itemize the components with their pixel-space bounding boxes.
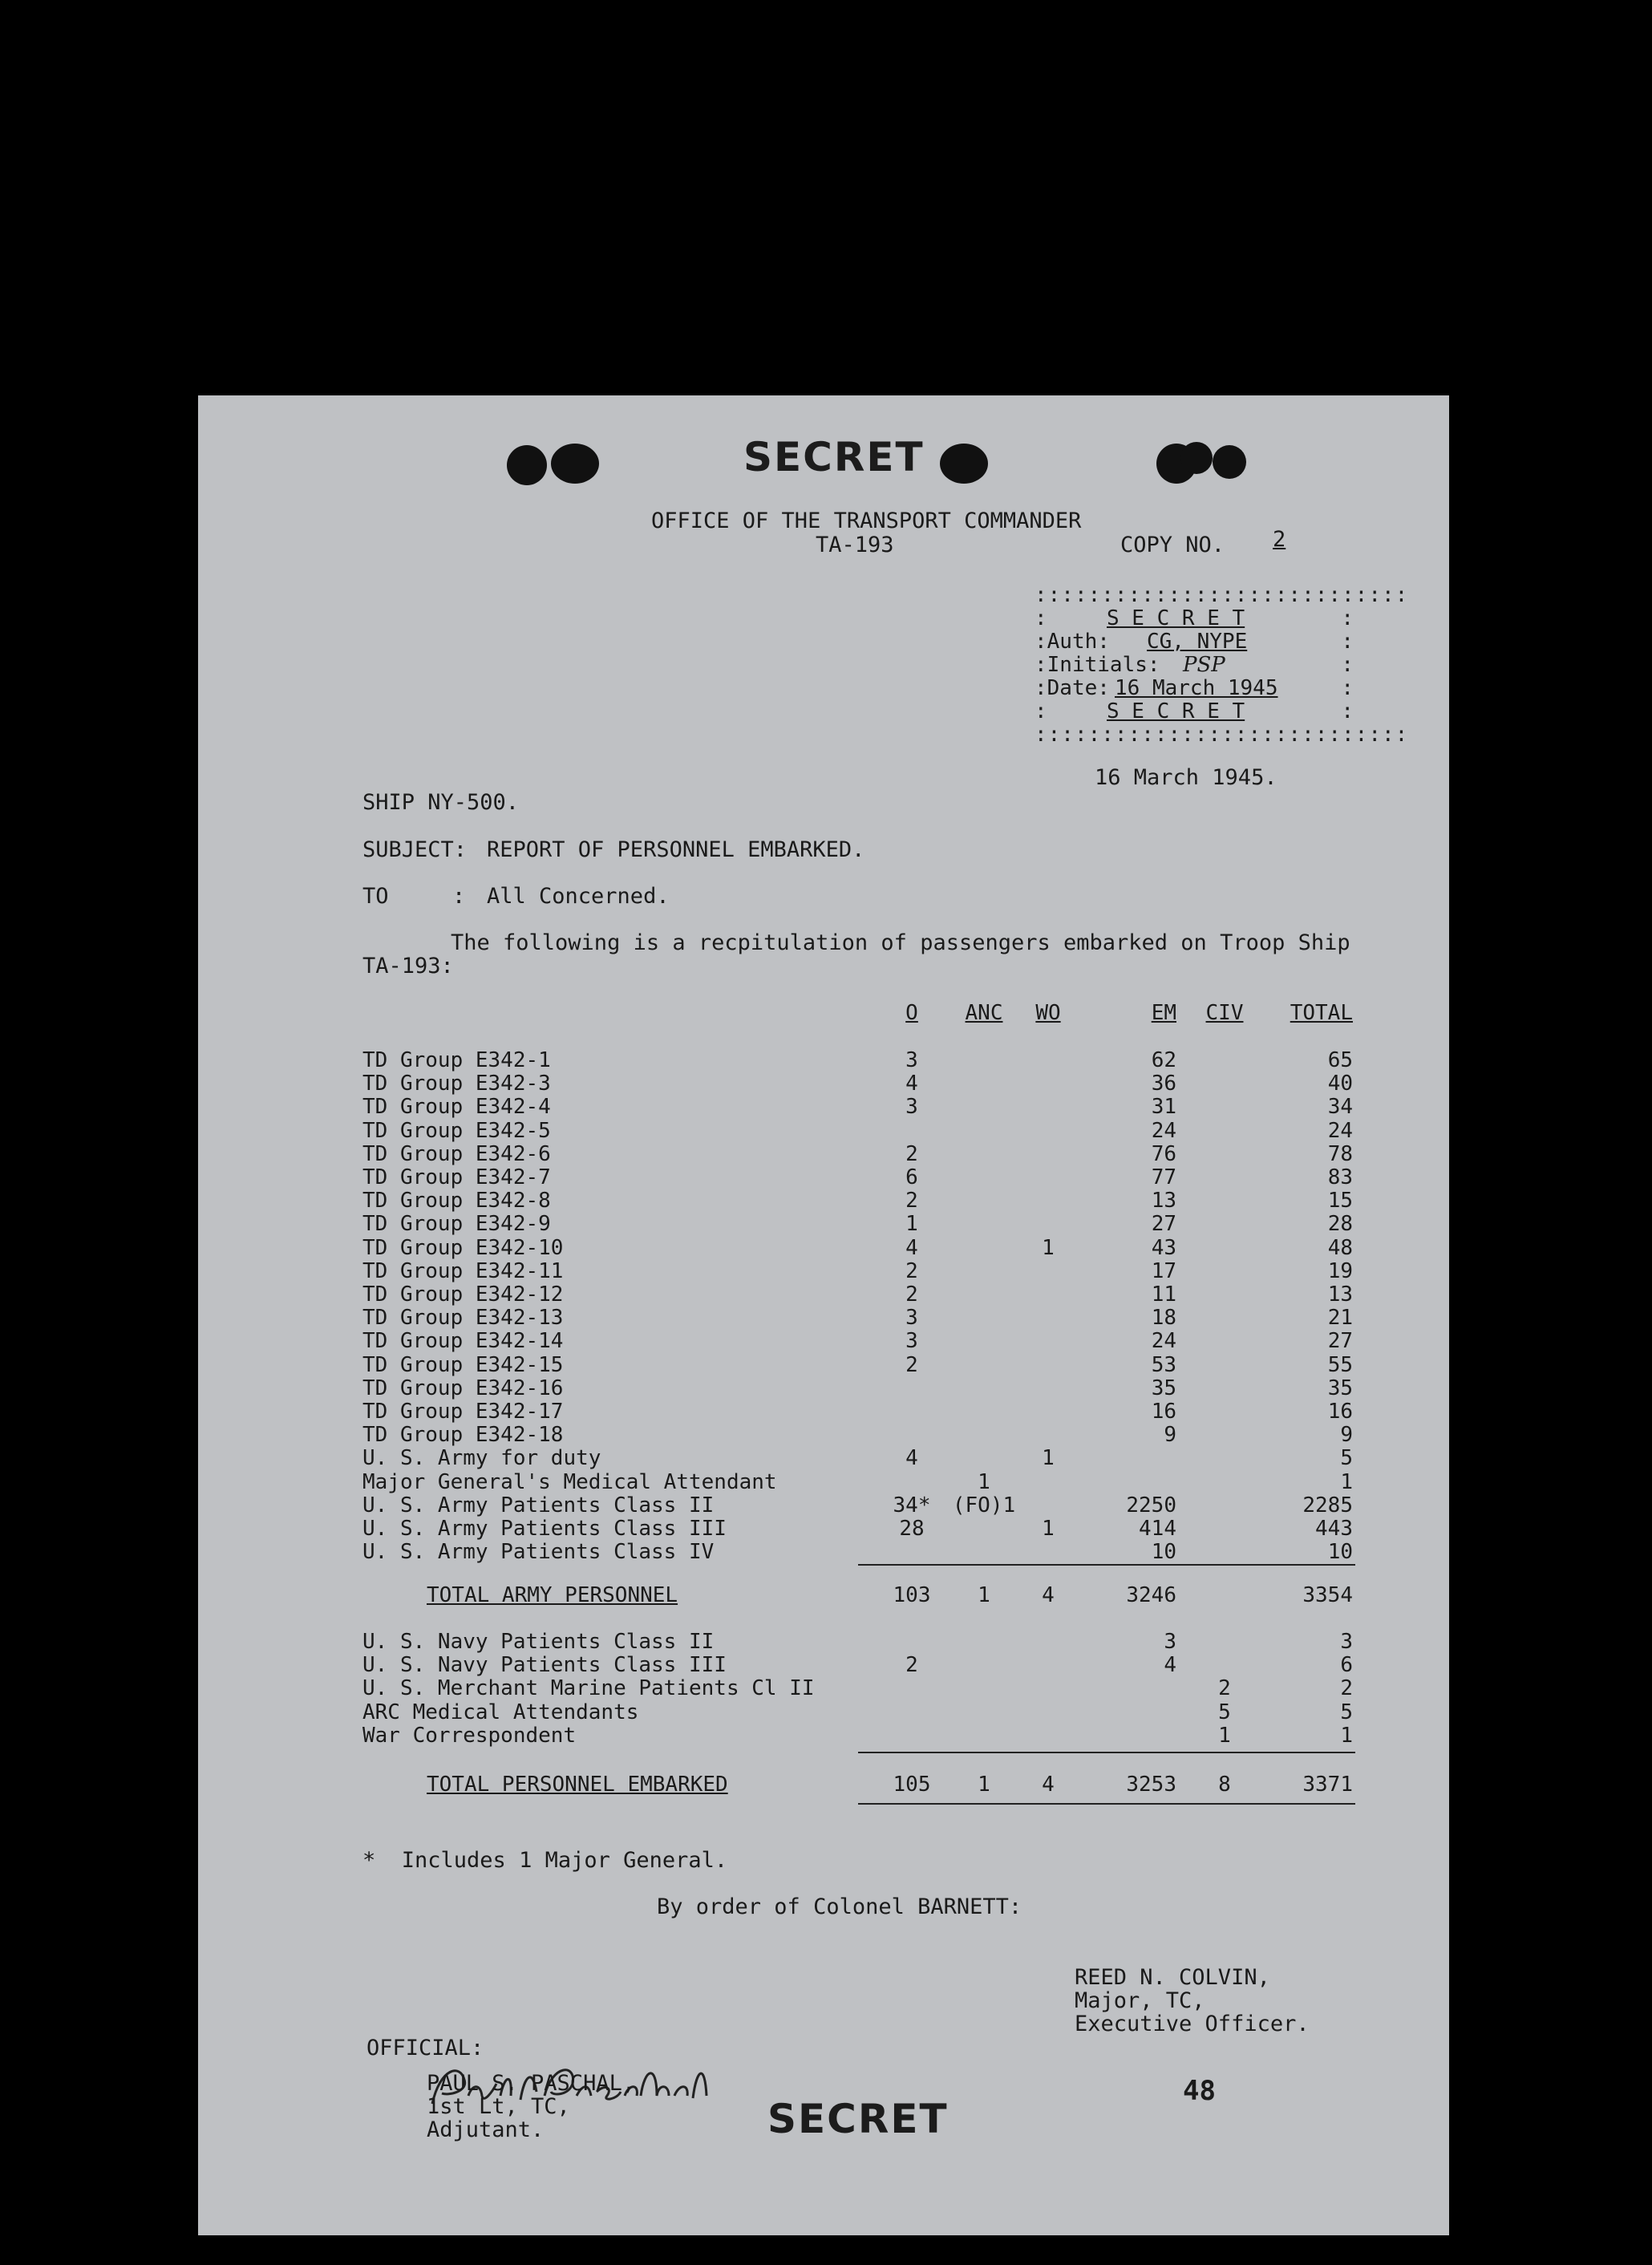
table-row [198,1330,1449,1353]
dotted-border-top: :::::::::::::::::::::::::::: [1035,583,1409,607]
initials-value: PSP [1183,653,1225,677]
cell-em: 3 [1164,1630,1176,1654]
cell-total: 6 [1340,1653,1353,1677]
cell-o: 2 [905,1353,918,1377]
table-row [198,1096,1449,1119]
cell-em: 24 [1151,1329,1176,1353]
dotted-border-bottom: :::::::::::::::::::::::::::: [1035,723,1409,747]
table-row [198,1654,1449,1677]
cell-total: 40 [1327,1072,1353,1096]
cell-em: 53 [1151,1353,1176,1377]
row-label: TD Group E342-13 [362,1306,564,1330]
col-header-civ: CIV [1205,1001,1244,1025]
cell-em: 18 [1151,1306,1176,1330]
cell-total: 5 [1340,1700,1353,1724]
cell-o: 103 [893,1583,931,1607]
cell-total: 5 [1340,1446,1353,1470]
auth-label: :Auth: [1035,630,1110,654]
row-label: TD Group E342-3 [362,1072,551,1096]
col-header-em: EM [1151,1001,1176,1025]
cell-o: 3 [905,1306,918,1330]
table-row [198,1471,1449,1494]
secret-classification-box: :::::::::::::::::::::::::::: : S E C R E T : :Auth: CG, NYPE : :Initials: PSP : :Date: 16 March 1945 : : S E C R E T : :::::::::::::::::::::::::::: [1035,583,1409,747]
cell-em: 43 [1151,1236,1176,1260]
cell-total: 15 [1327,1189,1353,1213]
table-row [198,1494,1449,1517]
cell-o: 3 [905,1095,918,1119]
cell-total: 28 [1327,1212,1353,1236]
table-row [198,1120,1449,1143]
cell-o: 34* [893,1493,931,1517]
cell-em: 16 [1151,1400,1176,1424]
table-row [198,1237,1449,1260]
cell-o: 4 [905,1072,918,1096]
cell-em: 35 [1151,1376,1176,1400]
cell-wo: 1 [1042,1446,1055,1470]
row-label: U. S. Merchant Marine Patients Cl II [362,1676,815,1700]
cell-anc: 1 [978,1583,990,1607]
row-label: TD Group E342-16 [362,1376,564,1400]
punch-hole [507,445,547,485]
table-row [198,1677,1449,1700]
cell-civ: 1 [1218,1724,1231,1748]
table-row [198,1724,1449,1748]
table-row [198,1143,1449,1166]
cell-civ: 2 [1218,1676,1231,1700]
secret-box-footer: S E C R E T [1107,699,1245,723]
row-label: TD Group E342-8 [362,1189,551,1213]
classification-stamp-top: SECRET [743,434,925,480]
cell-total: 83 [1327,1165,1353,1189]
table-row [198,1701,1449,1724]
cell-o: 28 [899,1517,925,1541]
cell-total: 1 [1340,1470,1353,1494]
row-label: Major General's Medical Attendant [362,1470,777,1494]
cell-civ: 8 [1218,1773,1231,1797]
cell-em: 3253 [1126,1773,1176,1797]
ship-line: SHIP NY-500. [362,790,520,815]
cell-em: 27 [1151,1212,1176,1236]
cell-em: 13 [1151,1189,1176,1213]
cell-total: 34 [1327,1095,1353,1119]
row-label: U. S. Navy Patients Class III [362,1653,727,1677]
to-label: TO [362,884,389,909]
intro-line-2: TA-193: [362,954,454,979]
row-label: U. S. Army Patients Class II [362,1493,715,1517]
cell-o: 4 [905,1236,918,1260]
cell-total: 9 [1340,1423,1353,1447]
cell-total: 13 [1327,1282,1353,1307]
cell-em: 4 [1164,1653,1176,1677]
cell-total: 2285 [1302,1493,1353,1517]
cell-anc: 1 [978,1773,990,1797]
cell-total: 3 [1340,1630,1353,1654]
cell-total: 65 [1327,1048,1353,1072]
table-row [198,1354,1449,1377]
row-label: War Correspondent [362,1724,577,1748]
cell-wo: 4 [1042,1773,1055,1797]
row-label: TOTAL ARMY PERSONNEL [427,1583,678,1607]
cell-total: 19 [1327,1259,1353,1283]
memo-date: 16 March 1945. [1095,765,1277,790]
date-value: 16 March 1945 [1115,676,1278,700]
document-page [198,395,1449,2235]
cell-civ: 5 [1218,1700,1231,1724]
initials-label: :Initials: [1035,653,1160,677]
row-label: TD Group E342-9 [362,1212,551,1236]
table-row [198,1283,1449,1307]
punch-hole [551,444,599,484]
cell-em: 17 [1151,1259,1176,1283]
table-row [198,1049,1449,1072]
row-label: TD Group E342-1 [362,1048,551,1072]
cell-total: 78 [1327,1142,1353,1166]
copy-number: 2 [1273,527,1286,552]
office-title: OFFICE OF THE TRANSPORT COMMANDER [651,509,1082,533]
cell-em: 3246 [1126,1583,1176,1607]
cell-em: 31 [1151,1095,1176,1119]
cell-em: 77 [1151,1165,1176,1189]
cell-total: 16 [1327,1400,1353,1424]
by-order-line: By order of Colonel BARNETT: [657,1894,1022,1919]
table-header [198,1002,1449,1025]
cell-em: 414 [1139,1517,1176,1541]
row-label: TD Group E342-11 [362,1259,564,1283]
auth-value: CG, NYPE [1147,630,1248,654]
cell-o: 3 [905,1329,918,1353]
table-row [198,1584,1449,1607]
cell-o: 6 [905,1165,918,1189]
cell-total: 3354 [1302,1583,1353,1607]
row-label: TD Group E342-15 [362,1353,564,1377]
row-label: TD Group E342-14 [362,1329,564,1353]
cell-em: 11 [1151,1282,1176,1307]
cell-o: 105 [893,1773,931,1797]
cell-total: 10 [1327,1540,1353,1564]
to-text: All Concerned. [487,884,670,909]
official-name: PAUL S. PASCHAL, [427,2071,636,2096]
cell-em: 9 [1164,1423,1176,1447]
cell-total: 24 [1327,1119,1353,1143]
cell-em: 36 [1151,1072,1176,1096]
table-row [198,1447,1449,1470]
cell-o: 3 [905,1048,918,1072]
table-row [198,1260,1449,1283]
punch-hole [940,444,988,484]
footnote: * Includes 1 Major General. [362,1848,728,1873]
official-label: OFFICIAL: [366,2036,484,2060]
table-row [198,1166,1449,1189]
copy-label: COPY NO. [1120,533,1225,557]
row-label: TD Group E342-18 [362,1423,564,1447]
date-label: :Date: [1035,676,1110,700]
cell-em: 76 [1151,1142,1176,1166]
cell-o: 1 [905,1212,918,1236]
cell-wo: 1 [1042,1517,1055,1541]
subject-label: SUBJECT: [362,837,468,862]
table-row [198,1773,1449,1797]
intro-line-1: The following is a recpitulation of passengers embarked on Troop Ship [451,930,1350,955]
table-row [198,1517,1449,1541]
row-label: TD Group E342-7 [362,1165,551,1189]
row-label: U. S. Navy Patients Class II [362,1630,715,1654]
cell-anc: (FO)1 [952,1493,1016,1517]
cell-total: 2 [1340,1676,1353,1700]
col-header-total: TOTAL [1290,1001,1353,1025]
cell-em: 24 [1151,1119,1176,1143]
classification-stamp-bottom: SECRET [767,2096,949,2142]
row-label: U. S. Army for duty [362,1446,601,1470]
row-label: TD Group E342-12 [362,1282,564,1307]
signer-rank: Major, TC, [1075,1988,1205,2013]
to-separator: : [452,884,466,909]
row-label: TD Group E342-6 [362,1142,551,1166]
cell-total: 55 [1327,1353,1353,1377]
cell-o: 2 [905,1282,918,1307]
cell-total: 35 [1327,1376,1353,1400]
col-header-anc: ANC [965,1001,1003,1025]
cell-total: 27 [1327,1329,1353,1353]
cell-em: 10 [1151,1540,1176,1564]
row-label: TD Group E342-5 [362,1119,551,1143]
cell-anc: 1 [978,1470,990,1494]
cell-o: 4 [905,1446,918,1470]
cell-o: 2 [905,1142,918,1166]
cell-total: 3371 [1302,1773,1353,1797]
cell-total: 21 [1327,1306,1353,1330]
table-row [198,1377,1449,1400]
subtotal-rule [858,1564,1355,1566]
grand-total-rule-bottom [858,1803,1355,1805]
table-row [198,1189,1449,1213]
cell-em: 2250 [1126,1493,1176,1517]
official-rank: 1st Lt, TC, [427,2094,570,2119]
subject-text: REPORT OF PERSONNEL EMBARKED. [487,837,865,862]
table-row [198,1213,1449,1236]
cell-o: 2 [905,1653,918,1677]
row-label: TD Group E342-4 [362,1095,551,1119]
table-row [198,1072,1449,1096]
punch-hole [1180,442,1213,474]
row-label: ARC Medical Attendants [362,1700,639,1724]
signer-name: REED N. COLVIN, [1075,1965,1270,1990]
table-row [198,1424,1449,1447]
row-label: U. S. Army Patients Class IV [362,1540,715,1564]
secret-box-title: S E C R E T [1107,606,1245,630]
table-row [198,1400,1449,1424]
cell-em: 62 [1151,1048,1176,1072]
cell-wo: 4 [1042,1583,1055,1607]
table-row [198,1541,1449,1564]
row-label: TOTAL PERSONNEL EMBARKED [427,1773,728,1797]
cell-o: 2 [905,1259,918,1283]
cell-total: 443 [1315,1517,1353,1541]
cell-o: 2 [905,1189,918,1213]
table-row [198,1631,1449,1654]
official-title: Adjutant. [427,2117,545,2142]
unit-id: TA-193 [816,533,894,557]
table-row [198,1307,1449,1330]
page-number: 48 [1183,2075,1216,2107]
signer-title: Executive Officer. [1075,2012,1310,2036]
row-label: TD Group E342-10 [362,1236,564,1260]
row-label: TD Group E342-17 [362,1400,564,1424]
cell-total: 1 [1340,1724,1353,1748]
cell-total: 48 [1327,1236,1353,1260]
punch-hole [1213,445,1246,479]
cell-wo: 1 [1042,1236,1055,1260]
grand-total-rule-top [858,1752,1355,1753]
row-label: U. S. Army Patients Class III [362,1517,727,1541]
col-header-o: O [905,1001,918,1025]
col-header-wo: WO [1035,1001,1061,1025]
